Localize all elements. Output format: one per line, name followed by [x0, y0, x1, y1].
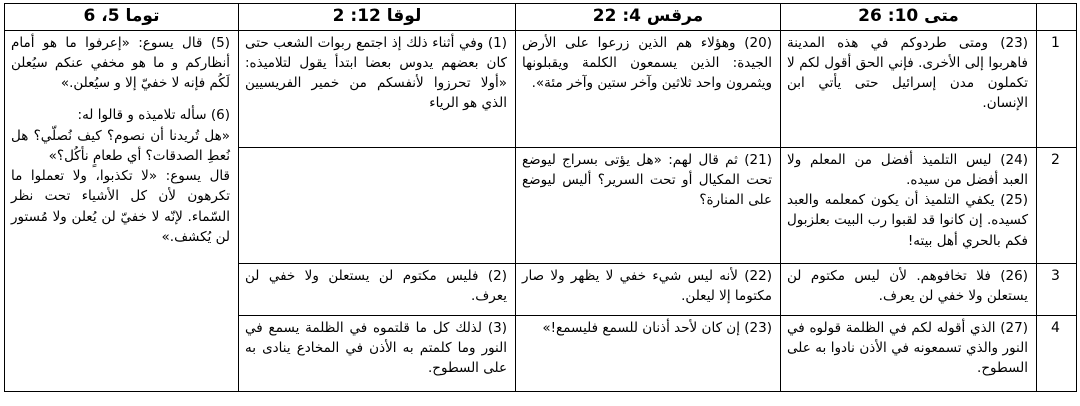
row-number: 1	[1037, 30, 1077, 147]
cell-matthew	[781, 263, 1037, 315]
header-blank	[1037, 4, 1077, 31]
header-mark: مرقس 4: 22	[516, 4, 781, 31]
cell-text: (27) الذي أقوله لكم في الظلمة قولوه في النور والذي تسمعونه في الأذن نادوا به على السطوح.	[787, 319, 1028, 376]
header-matthew: متى 10: 26	[781, 4, 1037, 31]
cell-text: (25) يكفي التلميذ أن يكون كمعلمه والعبد كسيده. إن كانوا قد لقبوا رب البيت بعلزبول فكم بالحري أهل بيته!	[787, 192, 1028, 249]
cell-matthew	[781, 315, 1037, 391]
cell-mark	[516, 30, 781, 147]
cell-luke	[239, 30, 516, 147]
cell-matthew	[781, 147, 1037, 263]
thomas-saying-6-intro: (6) سأله تلاميذه و قالوا له:	[77, 107, 230, 124]
cell-text: (23) ومتى طردوكم في هذه المدينة فاهربوا إلى الأخرى. فإني الحق أقول لكم لا تكملون مدن إسرائيل حتى يأتي ابن الإنسان.	[787, 34, 1028, 112]
cell-text: (22) لأنه ليس شيء خفي لا يظهر ولا صار مكتوما إلا ليعلن.	[522, 267, 772, 304]
cell-text: (24) ليس التلميذ أفضل من المعلم ولا العبد أفضل من سيده.	[787, 151, 1028, 188]
cell-luke	[239, 263, 516, 315]
cell-text: (1) وفي أثناء ذلك إذ اجتمع ربوات الشعب حتى كان بعضهم يدوس بعضا ابتدأ يقول لتلاميذه: «أولا تحرزوا لأنفسكم من خمير الفريسيين الذي هو الرياء	[245, 34, 507, 112]
cell-thomas	[5, 30, 239, 391]
thomas-saying-6-questions: «هل تُريدنا أن نصوم؟ كيف نُصلّي؟ هل نُعطِ الصدقات؟ أي طعامٍ نأكُل؟»	[11, 127, 230, 164]
cell-mark	[516, 147, 781, 263]
table-row	[5, 30, 1077, 147]
cell-text: (26) فلا تخافوهم. لأن ليس مكتوم لن يستعلن ولا خفي لن يعرف.	[787, 267, 1028, 304]
header-row	[5, 4, 1077, 31]
header-thomas: توما 5، 6	[5, 4, 239, 31]
cell-luke	[239, 315, 516, 391]
cell-text: (21) ثم قال لهم: «هل يؤتى بسراج ليوضع تحت المكيال أو تحت السرير؟ أليس ليوضع على المنارة؟	[522, 151, 772, 208]
cell-mark	[516, 315, 781, 391]
cell-matthew	[781, 30, 1037, 147]
row-number: 2	[1037, 147, 1077, 263]
cell-mark	[516, 263, 781, 315]
thomas-saying-6-answer: قال يسوع: «لا تكذبوا، ولا تعملوا ما تكرهون لأن كل الأشياء تحت نظر السّماء. لإنّه لا خفيّ لن يُعلن ولا مُستور لن يُكشف.»	[11, 168, 230, 245]
header-luke: لوقا 12: 2	[239, 4, 516, 31]
row-number: 3	[1037, 263, 1077, 315]
cell-text: (3) لذلك كل ما قلتموه في الظلمة يسمع في النور وما كلمتم به الأذن في المخادع ينادى به على السطوح.	[245, 319, 507, 376]
parallel-gospels-table	[4, 3, 1077, 392]
row-number: 4	[1037, 315, 1077, 391]
cell-text: (20) وهؤلاء هم الذين زرعوا على الأرض الجيدة: الذين يسمعون الكلمة ويقبلونها ويثمرون واحد ثلاثين وآخر ستين وآخر مئة».	[522, 34, 772, 91]
thomas-saying-5: (5) قال يسوع: «إعرفوا ما هو أمام أنظاركم و ما هو مخفي عنكم سيُعلن لَكُم فإنه لا خفيّ إلا و سيُعلن.»	[11, 34, 230, 91]
cell-luke	[239, 147, 516, 263]
cell-text: (2) فليس مكتوم لن يستعلن ولا خفي لن يعرف.	[245, 267, 507, 304]
cell-text: (23) إن كان لأحد أذنان للسمع فليسمع!»	[542, 319, 772, 336]
